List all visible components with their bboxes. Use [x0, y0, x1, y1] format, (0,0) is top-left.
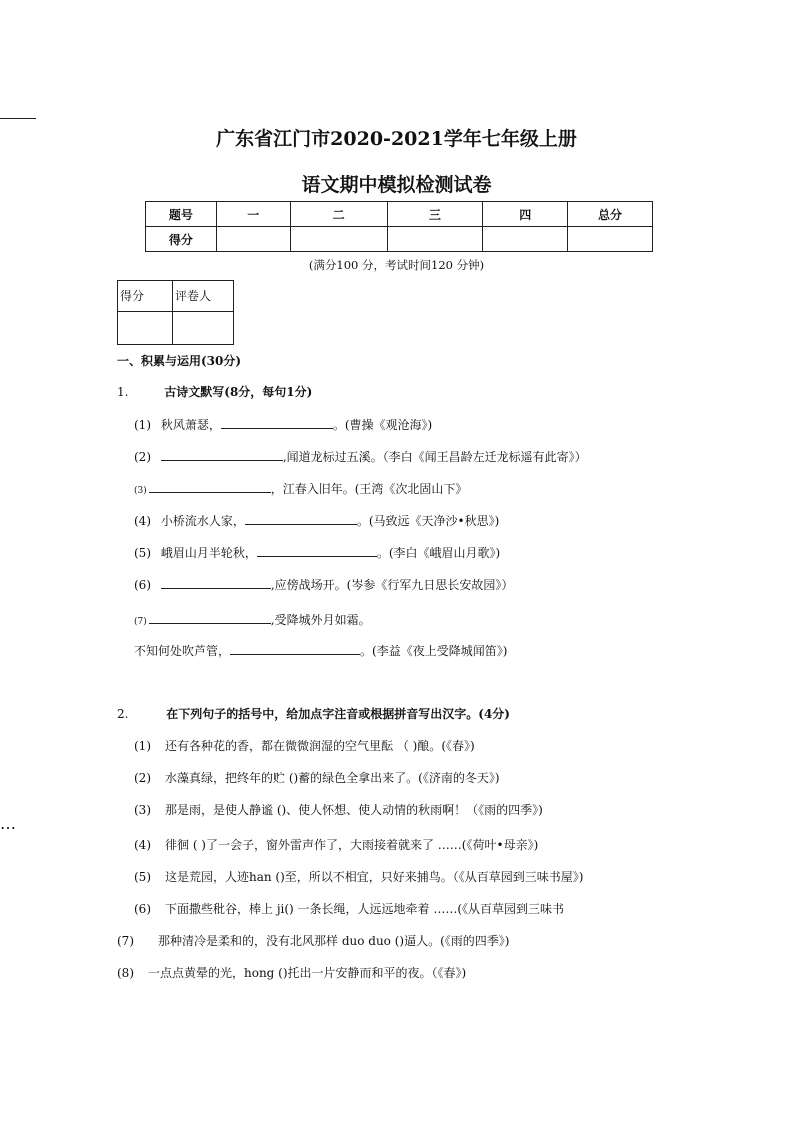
score-input-cell[interactable]: [387, 227, 483, 252]
answer-blank[interactable]: [257, 544, 377, 557]
grader-label: 得分: [118, 281, 173, 312]
score-cell: 总分: [568, 202, 653, 227]
question-number: 2.: [117, 707, 129, 721]
question-2: [117, 705, 510, 722]
score-cell: 四: [483, 202, 568, 227]
score-table-header-row: [146, 202, 653, 227]
list-item: (1) 秋风萧瑟， 。(曹操《观沧海》): [134, 418, 433, 432]
score-cell: 三: [387, 202, 483, 227]
margin-dots: ⋯: [0, 818, 17, 837]
answer-blank[interactable]: [230, 642, 360, 655]
grader-label: 评卷人: [173, 281, 234, 312]
answer-blank[interactable]: [149, 480, 271, 493]
list-item: 不知何处吹芦管， 。(李益《夜上受降城闻笛》): [134, 644, 508, 658]
score-input-cell[interactable]: [216, 227, 290, 252]
list-item: (3) 那是雨，是使人静谧 ()、使人怀想、使人动情的秋雨啊！（《雨的四季》): [134, 803, 543, 817]
list-item: (4) 小桥流水人家， 。(马致远《天净沙•秋思》): [134, 514, 500, 528]
list-item: (6) ,应傍战场开。(岑参《行军九日思长安故园》）: [134, 578, 514, 592]
grader-input-cell[interactable]: [173, 312, 234, 345]
score-table-score-row: [146, 227, 653, 252]
list-item: (5) 峨眉山月半轮秋， 。(李白《峨眉山月歌》): [134, 546, 501, 560]
list-item: (7) ,受降城外月如霜。: [134, 613, 371, 627]
document-title: 广东省江门市2020-2021学年七年级上册: [216, 128, 577, 150]
list-item: (6) 下面撒些秕谷，棒上 ji() 一条长绳，人远远地牵着 ……(《从百草园到三味书: [134, 902, 565, 916]
score-cell: 题号: [146, 202, 217, 227]
grader-box: [117, 280, 234, 345]
answer-blank[interactable]: [161, 448, 283, 461]
grader-input-cell[interactable]: [118, 312, 173, 345]
margin-rule: [0, 118, 36, 119]
answer-blank[interactable]: [149, 611, 271, 624]
list-item: (8) 一点点黄晕的光，hong ()托出一片安静而和平的夜。（《春》): [117, 966, 467, 980]
exam-note: (满分100 分，考试时间120 分钟): [308, 258, 485, 272]
score-table: [145, 201, 653, 252]
score-input-cell[interactable]: [483, 227, 568, 252]
list-item: (5) 这是荒园，人迹han ()至，所以不相宜，只好来捕鸟。（《从百草园到三味书屋》): [134, 870, 584, 884]
question-title: 在下列句子的括号中，给加点字注音或根据拼音写出汉字。(4分): [166, 707, 510, 721]
question-number: 1.: [117, 385, 129, 399]
list-item: (2) ,闻道龙标过五溪。（李白《闻王昌龄左迁龙标遥有此寄》）: [134, 450, 587, 464]
question-1: [117, 383, 312, 400]
score-cell: 一: [216, 202, 290, 227]
score-input-cell[interactable]: [568, 227, 653, 252]
score-cell: 得分: [146, 227, 217, 252]
list-item: (2) 水藻真绿，把终年的贮 ()蓄的绿色全拿出来了。(《济南的冬天》): [134, 771, 500, 785]
list-item: (4) 徘徊 ( )了一会子，窗外雷声作了，大雨接着就来了 ……(《荷叶•母亲》): [134, 838, 539, 852]
list-item: (3) ，江春入旧年。(王湾《次北固山下》: [134, 482, 468, 496]
answer-blank[interactable]: [221, 416, 333, 429]
document-subtitle: 语文期中模拟检测试卷: [301, 174, 492, 196]
section-heading: 一、积累与运用(30分): [117, 354, 242, 368]
answer-blank[interactable]: [161, 576, 271, 589]
list-item: (7) 那种清冷是柔和的，没有北风那样 duo duo ()逼人。(《雨的四季》): [117, 934, 510, 948]
score-input-cell[interactable]: [290, 227, 387, 252]
question-title: 古诗文默写(8分，每句1分): [164, 385, 313, 399]
list-item: (1) 还有各种花的香，都在微微润湿的空气里酝 （ )酿。(《春》): [134, 739, 475, 753]
answer-blank[interactable]: [245, 512, 357, 525]
score-cell: 二: [290, 202, 387, 227]
